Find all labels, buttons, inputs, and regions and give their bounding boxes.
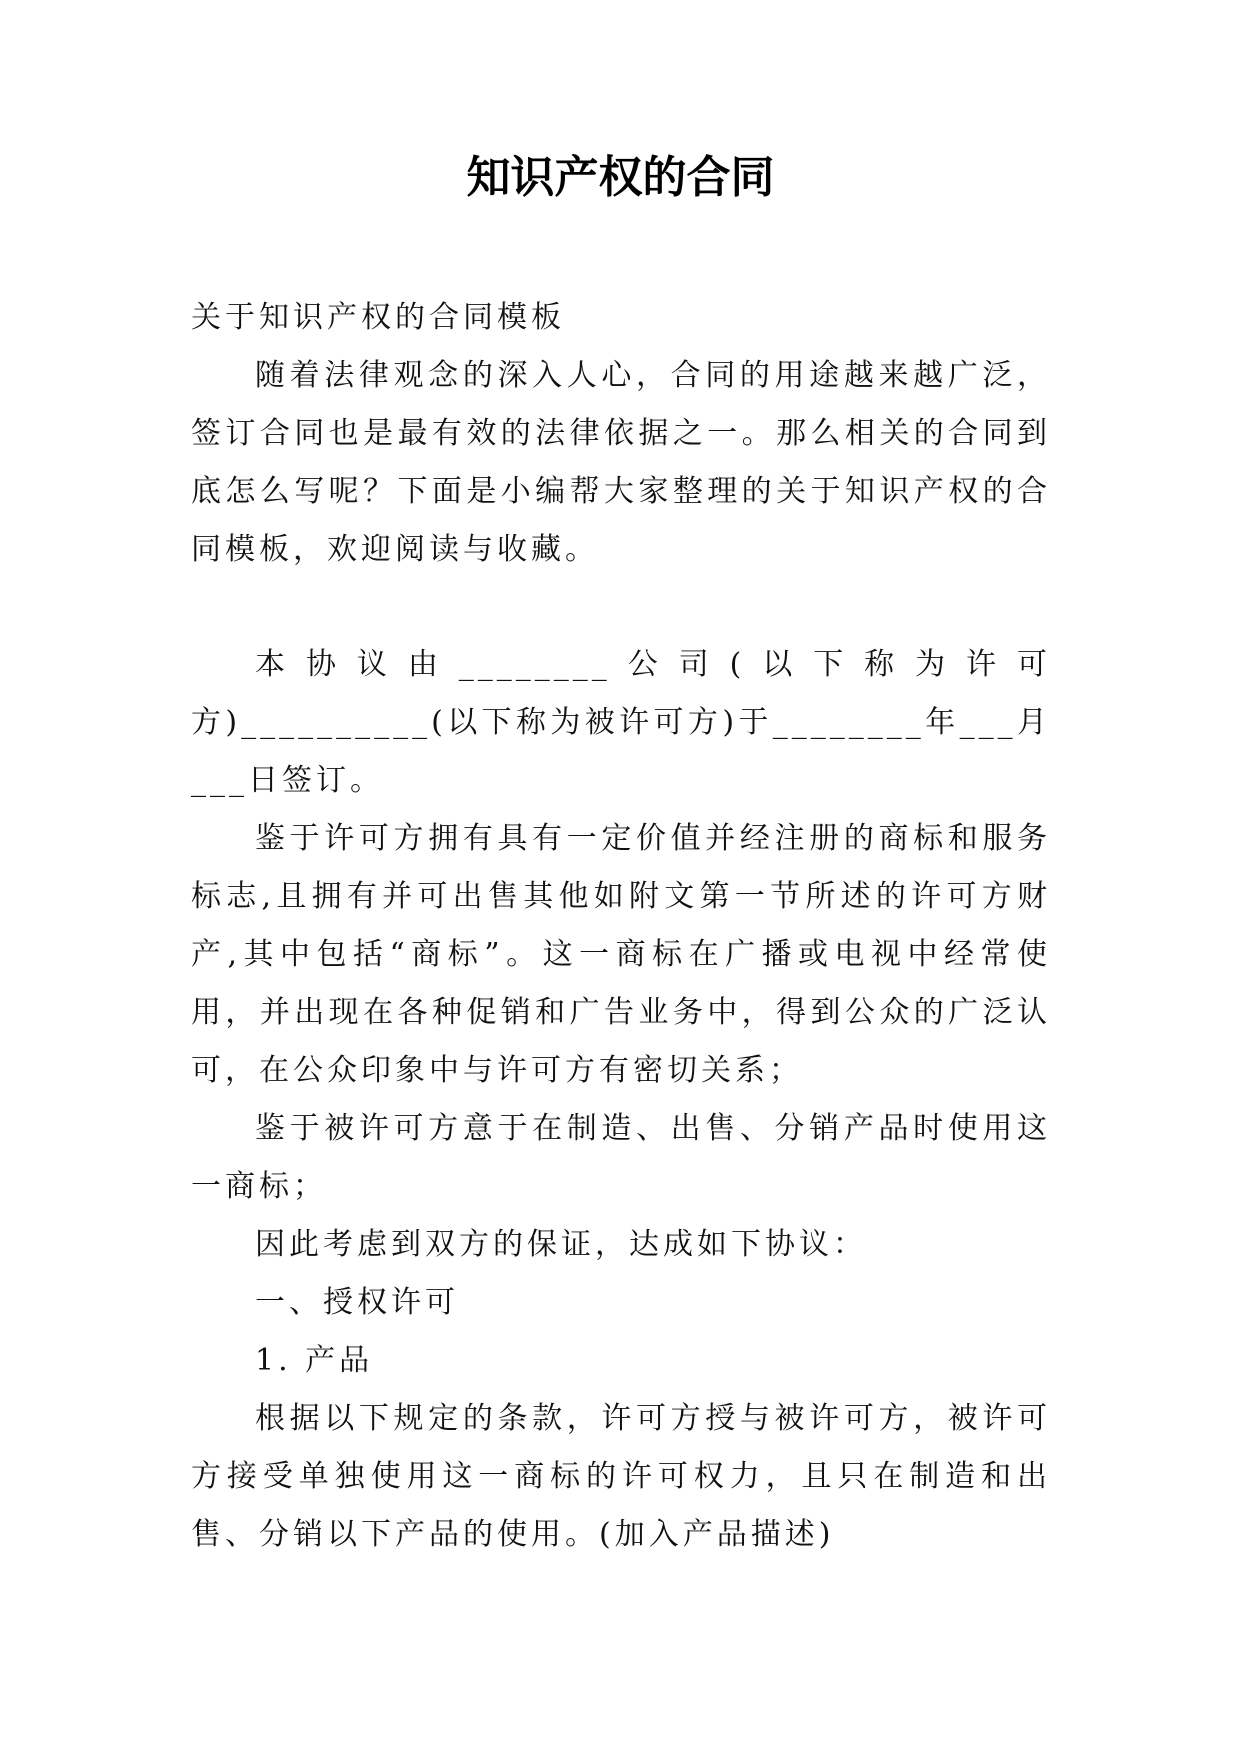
whereas-licensee-paragraph: 鉴于被许可方意于在制造、出售、分销产品时使用这一商标； xyxy=(191,1111,1051,1204)
intro-paragraph: 随着法律观念的深入人心，合同的用途越来越广泛，签订合同也是最有效的法律依据之一。那么相关的合同到底怎么写呢？下面是小编帮大家整理的关于知识产权的合同模板，欢迎阅读与收藏。 xyxy=(191,358,1051,567)
contract-body xyxy=(191,636,1051,1564)
agreement-parties-paragraph: 本协议由________公司(以下称为许可方)__________(以下称为被许可方)于________年___月___日签订。 xyxy=(191,647,1051,798)
subsection-heading-product: 1. 产品 xyxy=(255,1343,374,1378)
whereas-licensor-paragraph: 鉴于许可方拥有具有一定价值并经注册的商标和服务标志,且拥有并可出售其他如附文第一节所述的许可方财产,其中包括“商标”。这一商标在广播或电视中经常使用，并出现在各种促销和广告业务中，得到公众的广泛认可，在公众印象中与许可方有密切关系； xyxy=(191,821,1051,1088)
subtitle-text: 关于知识产权的合同模板 xyxy=(191,300,565,335)
intro-section xyxy=(191,347,1051,579)
agreement-statement-paragraph: 因此考虑到双方的保证，达成如下协议： xyxy=(255,1227,867,1262)
document-title: 知识产权的合同 xyxy=(466,152,775,203)
license-grant-paragraph: 根据以下规定的条款，许可方授与被许可方，被许可方接受单独使用这一商标的许可权力，且只在制造和出售、分销以下产品的使用。(加入产品描述) xyxy=(191,1401,1051,1552)
document-subtitle xyxy=(191,289,1051,347)
section-heading-license: 一、授权许可 xyxy=(255,1285,459,1320)
